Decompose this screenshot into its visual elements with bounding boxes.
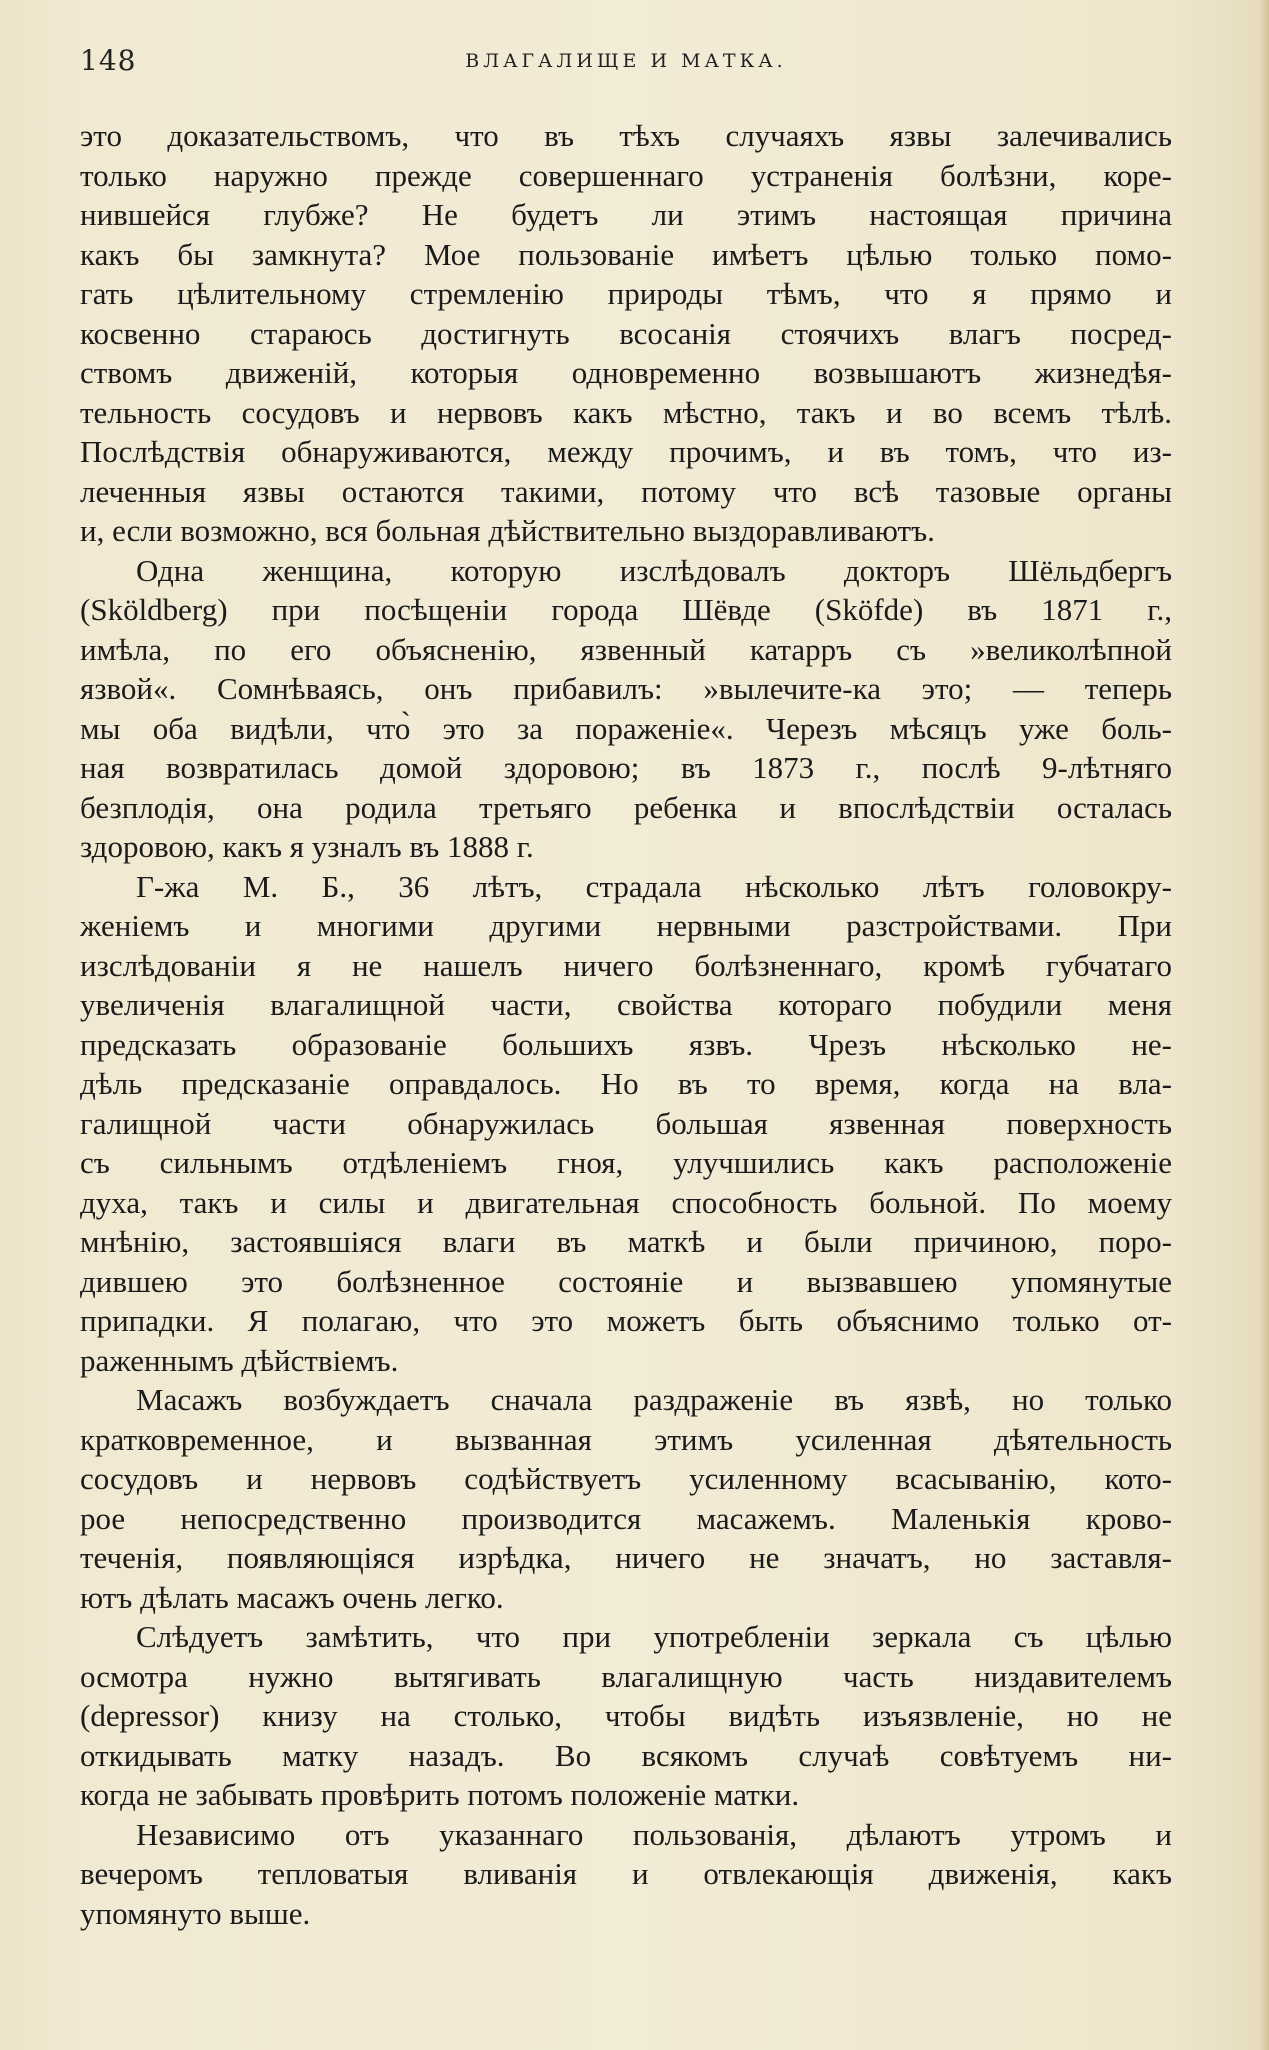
text-line: мы оба видѣли, что̀ это за пораженіе«. Черезъ мѣсяцъ уже боль- — [80, 710, 1172, 746]
paragraph — [80, 1617, 1172, 1815]
paragraph — [80, 1380, 1172, 1617]
text-line: язвой«. Сомнѣваясь, онъ прибавилъ: »вылечите-ка это; — теперь — [80, 671, 1172, 706]
text-line: это доказательствомъ, что въ тѣхъ случаяхъ язвы залечивались — [80, 118, 1172, 153]
text-line: вечеромъ тепловатыя вливанія и отвлекающія движенія, какъ — [80, 1856, 1172, 1891]
text-line: изслѣдованіи я не нашелъ ничего болѣзненнаго, кромѣ губчатаго — [80, 947, 1172, 983]
text-line: гать цѣлительному стремленію природы тѣмъ, что я прямо и — [80, 276, 1172, 311]
text-line: безплодія, она родила третьяго ребенка и впослѣдствіи осталась — [80, 789, 1172, 825]
text-line: мнѣнію, застоявшіяся влаги въ маткѣ и были причиною, поро- — [80, 1224, 1172, 1259]
text-line: косвенно стараюсь достигнуть всосанія стоячихъ влагъ посред- — [80, 315, 1172, 351]
page-header — [80, 44, 1172, 84]
text-line: рое непосредственно производится масажемъ. Маленькія крово- — [80, 1500, 1172, 1536]
text-line: женіемъ и многими другими нервными разстройствами. При — [80, 908, 1172, 943]
text-line: кратковременное, и вызванная этимъ усиленная дѣятельность — [80, 1421, 1172, 1457]
text-line: осмотра нужно вытягивать влагалищную часть низдавителемъ — [80, 1658, 1172, 1694]
text-line: только наружно прежде совершеннаго устраненія болѣзни, коре- — [80, 157, 1172, 193]
page-number: 148 — [80, 44, 137, 77]
text-line: (Sköldberg) при посѣщеніи города Шёвде (Sköfde) въ 1871 г., — [80, 592, 1172, 627]
text-line: и, если возможно, вся больная дѣйствительно выздоравливаютъ. — [80, 513, 935, 548]
text-line: духа, такъ и силы и двигательная способность больной. По моему — [80, 1184, 1172, 1220]
paragraph — [80, 551, 1172, 867]
paragraph — [80, 1815, 1172, 1934]
paragraph — [80, 116, 1172, 551]
text-line: раженнымъ дѣйствіемъ. — [80, 1342, 399, 1378]
text-line: ная возвратилась домой здоровою; въ 1873 г., послѣ 9-лѣтняго — [80, 750, 1172, 785]
text-line: припадки. Я полагаю, что это можетъ быть объяснимо только от- — [80, 1303, 1172, 1338]
text-line: тельность сосудовъ и нервовъ какъ мѣстно, такъ и во всемъ тѣлѣ. — [80, 394, 1172, 430]
body-text — [80, 116, 1172, 1933]
text-line: ствомъ движеній, которыя одновременно возвышаютъ жизнедѣя- — [80, 355, 1172, 390]
text-line: сосудовъ и нервовъ содѣйствуетъ усиленному всасыванію, кото- — [80, 1461, 1172, 1496]
text-line: леченныя язвы остаются такими, потому что всѣ тазовые органы — [80, 473, 1172, 509]
text-line: здоровою, какъ я узналъ въ 1888 г. — [80, 829, 534, 864]
text-line: предсказать образованіе большихъ язвъ. Чрезъ нѣсколько не- — [80, 1026, 1172, 1062]
text-line: (depressor) книзу на столько, чтобы видѣть изъязвленіе, но не — [80, 1698, 1172, 1733]
text-line: какъ бы замкнута? Мое пользованіе имѣетъ цѣлью только помо- — [80, 236, 1172, 272]
text-line: дившею это болѣзненное состояніе и вызвавшею упомянутые — [80, 1263, 1172, 1299]
text-line: увеличенія влагалищной части, свойства котораго побудили меня — [80, 987, 1172, 1022]
text-line: Г-жа М. Б., 36 лѣтъ, страдала нѣсколько лѣтъ головокру- — [136, 868, 1172, 904]
page-edge-shadow — [1259, 0, 1269, 2050]
text-line: галищной части обнаружилась большая язвенная поверхность — [80, 1105, 1172, 1141]
running-title: ВЛАГАЛИЩЕ И МАТКА. — [465, 50, 787, 72]
text-line: Одна женщина, которую изслѣдовалъ докторъ Шёльдбергъ — [136, 552, 1172, 588]
text-line: ютъ дѣлать масажъ очень легко. — [80, 1579, 504, 1615]
text-line: Независимо отъ указаннаго пользованія, дѣлаютъ утромъ и — [136, 1816, 1172, 1852]
text-line: когда не забывать провѣрить потомъ положеніе матки. — [80, 1777, 800, 1812]
text-line: съ сильнымъ отдѣленіемъ гноя, улучшились какъ расположеніе — [80, 1145, 1172, 1180]
text-line: Слѣдуетъ замѣтить, что при употребленіи зеркала съ цѣлью — [136, 1619, 1172, 1654]
text-line: упомянуто выше. — [80, 1895, 311, 1931]
text-line: Послѣдствія обнаруживаются, между прочимъ, и въ томъ, что из- — [80, 434, 1172, 469]
text-line: нившейся глубже? Не будетъ ли этимъ настоящая причина — [80, 197, 1172, 232]
text-line: теченія, появляющіяся изрѣдка, ничего не значатъ, но заставля- — [80, 1540, 1172, 1575]
text-line: откидывать матку назадъ. Во всякомъ случаѣ совѣтуемъ ни- — [80, 1737, 1172, 1773]
text-line: Масажъ возбуждаетъ сначала раздраженіе въ язвѣ, но только — [136, 1382, 1172, 1417]
text-line: имѣла, по его объясненію, язвенный катарръ съ »великолѣпной — [80, 631, 1172, 667]
paragraph — [80, 867, 1172, 1381]
text-line: дѣль предсказаніе оправдалось. Но въ то время, когда на вла- — [80, 1066, 1172, 1101]
